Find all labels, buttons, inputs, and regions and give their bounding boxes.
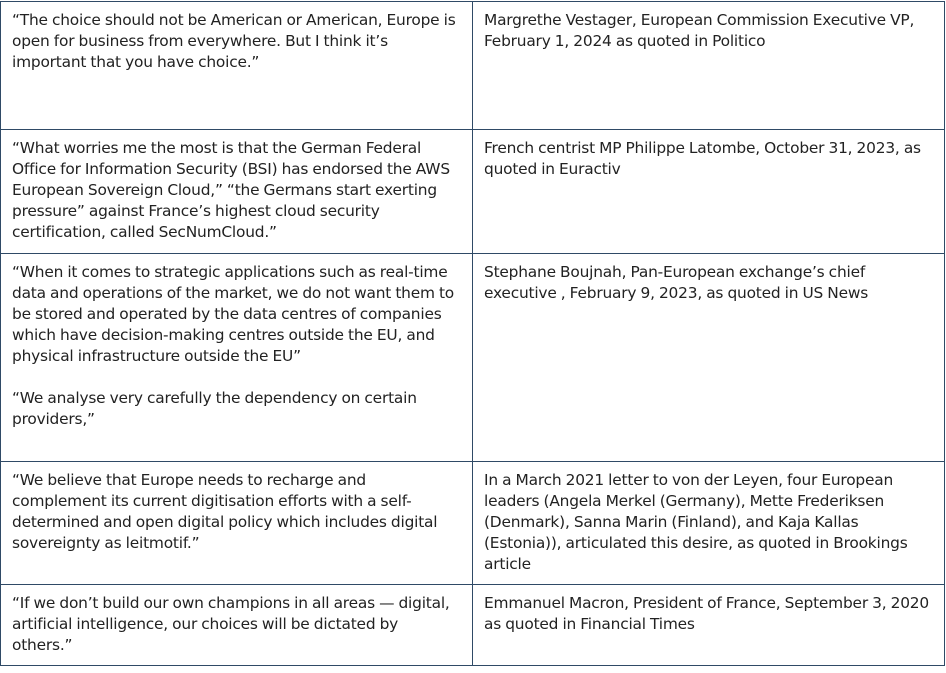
quote-cell (1, 2, 473, 130)
quotes-table (0, 1, 945, 666)
quote-text: “We analyse very carefully the dependency on certain providers,” (12, 389, 417, 428)
source-cell (473, 2, 945, 130)
table-row (1, 2, 945, 130)
quote-text: “If we don’t build our own champions in all areas — digital, artificial intelligence, our choices will be dictated by others.” (12, 594, 450, 654)
table-row (1, 462, 945, 585)
source-text: Emmanuel Macron, President of France, September 3, 2020 as quoted in Financial Times (484, 594, 929, 633)
quote-text: “What worries me the most is that the German Federal Office for Information Security (BSI) has endorsed the AWS European Sovereign Cloud,” “the Germans start exerting pressure” against France’s highest cloud security certification, called SecNumCloud.” (12, 139, 450, 241)
table-row (1, 130, 945, 254)
source-text: French centrist MP Philippe Latombe, October 31, 2023, as quoted in Euractiv (484, 139, 921, 178)
source-cell (473, 130, 945, 254)
quote-text: “When it comes to strategic applications such as real-time data and operations of the market, we do not want them to be stored and operated by the data centres of companies which have decision-making centres outside the EU, and physical infrastructure outside the EU” (12, 263, 455, 365)
quote-cell (1, 585, 473, 666)
quote-text: “We believe that Europe needs to recharge and complement its current digitisation efforts with a self-determined and open digital policy which includes digital sovereignty as leitmotif.” (12, 471, 438, 552)
source-cell (473, 462, 945, 585)
table-row (1, 254, 945, 462)
source-text: Margrethe Vestager, European Commission Executive VP, February 1, 2024 as quoted in Politico (484, 11, 915, 50)
quote-cell (1, 462, 473, 585)
source-text: In a March 2021 letter to von der Leyen, four European leaders (Angela Merkel (Germany), Mette Frederiksen (Denmark), Sanna Marin (Finland), and Kaja Kallas (Estonia)), articulated this desire, as quoted in Brookings article (484, 471, 908, 573)
source-cell (473, 585, 945, 666)
table-row (1, 585, 945, 666)
quote-cell (1, 254, 473, 462)
source-text: Stephane Boujnah, Pan-European exchange’s chief executive , February 9, 2023, as quoted in US News (484, 263, 869, 302)
quote-text: “The choice should not be American or American, Europe is open for business from everywhere. But I think it’s important that you have choice.” (12, 11, 456, 71)
source-cell (473, 254, 945, 462)
quote-cell (1, 130, 473, 254)
